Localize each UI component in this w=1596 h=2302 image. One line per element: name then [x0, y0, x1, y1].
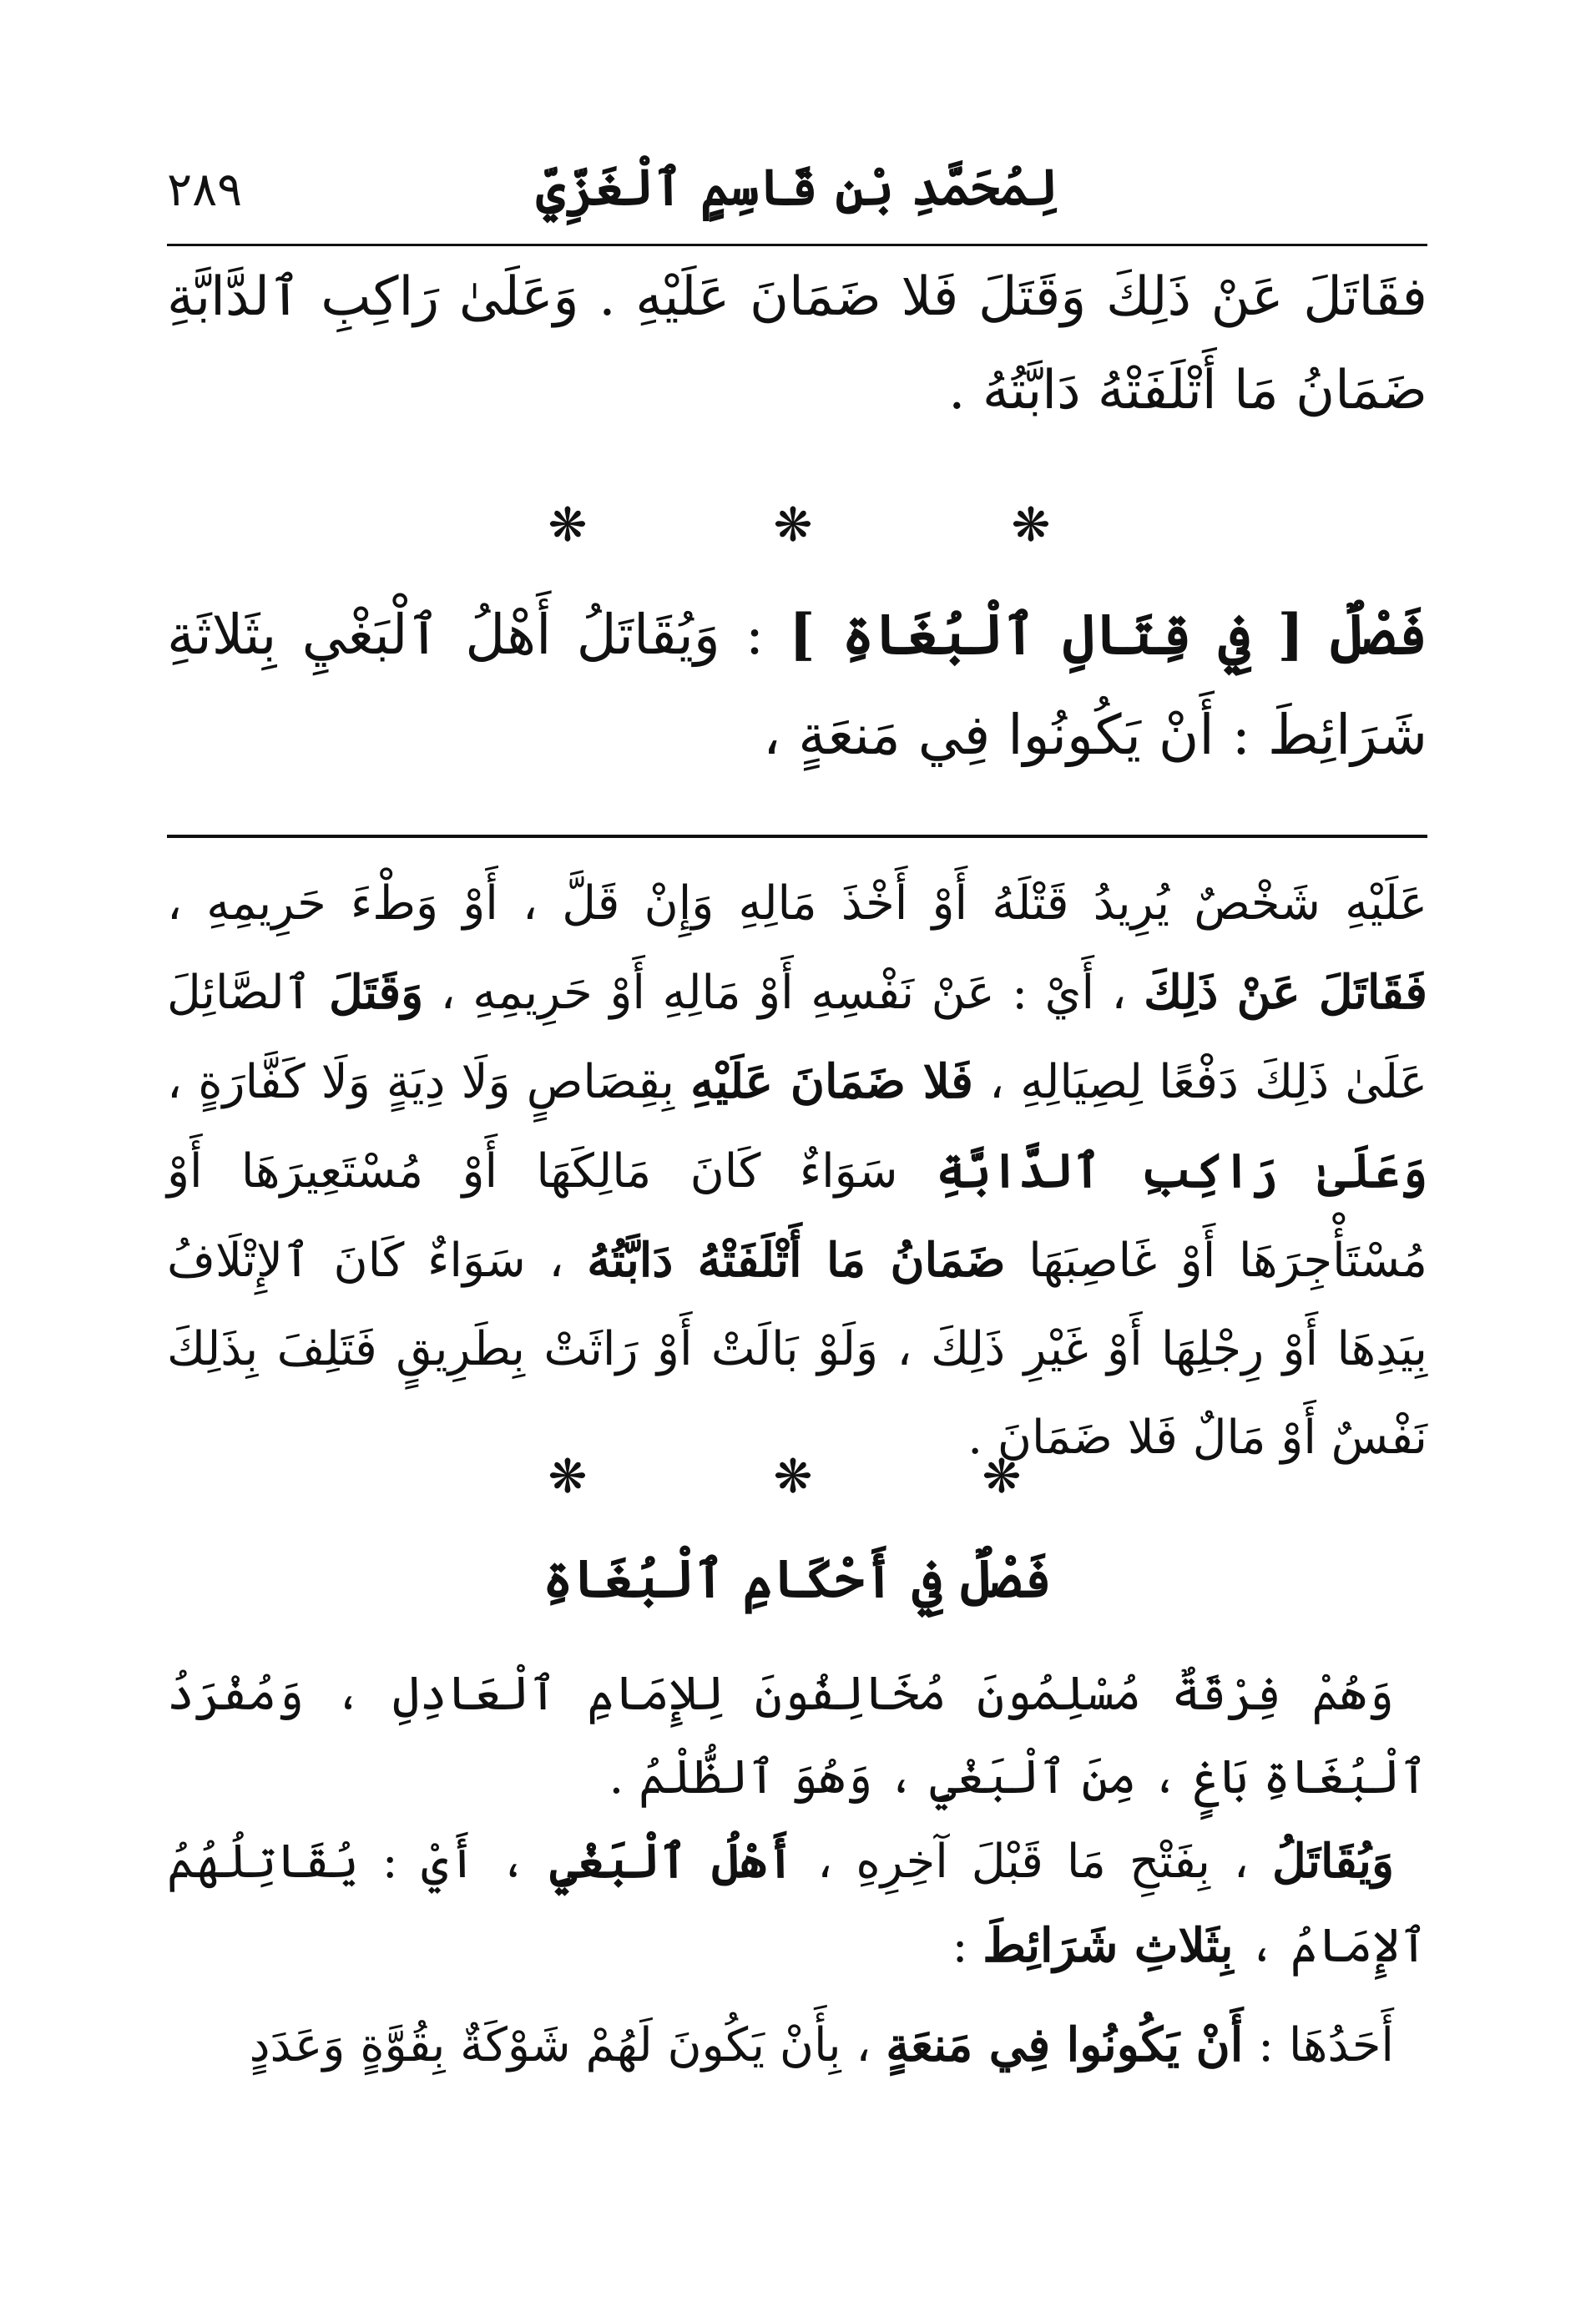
sharh-paragraph — [167, 860, 1427, 1482]
sharh-text: أَحَدُهَا : — [1243, 2018, 1394, 2072]
matn-section-body: : وَيُقَاتَلُ أَهْلُ ٱلْبَغْيِ بِثَلاثَةِ شَرَائِطَ : أَنْ يَكُونُوا فِي مَنعَةٍ ، — [167, 603, 1427, 767]
section-heading: فَصْلٌ فِي أَحْكَامِ ٱلْبُغَاةِ — [543, 1548, 1052, 1609]
matn-section-title: فَصْلٌ [ فِي قِتَالِ ٱلْبُغَاةِ ] — [789, 602, 1427, 667]
sharh-matn-quote: فَقَاتَلَ عَنْ ذَلِكَ — [1144, 965, 1428, 1020]
separator-star: ❋ — [773, 498, 813, 553]
separator-star: ❋ — [982, 1450, 1022, 1504]
sharh-matn-quote: بِثَلاثِ شَرَائِطَ — [982, 1918, 1234, 1973]
header-rule — [167, 244, 1427, 246]
sharh-text: سَوَاءٌ كَانَ مَالِكَهَا أَوْ مُسْتَعِيرَهَا أَوْ مُسْتَأْجِرَهَا أَوْ غَاصِبَهَا — [167, 1144, 1427, 1288]
sharh-text: ٱلصَّائِلَ عَلَىٰ ذَلِكَ دَفْعًا لِصِيَالِهِ ، — [167, 966, 1428, 1109]
sharh-text: : — [952, 1919, 983, 1973]
sharh-paragraph-2 — [167, 1820, 1427, 1988]
page-header — [167, 154, 1427, 238]
sharh-matn-quote: فَلا ضَمَانَ عَلَيْهِ — [690, 1054, 973, 1109]
page-number: ٢٨٩ — [167, 163, 243, 217]
section-separator — [0, 498, 1596, 553]
matn-paragraph-top: فقَاتَلَ عَنْ ذَلِكَ وَقَتَلَ فَلا ضَمَانَ عَلَيْهِ . وَعَلَىٰ رَاكِبِ ٱلدَّابَّةِ ضَمَانُ مَا أَتْلَفَتْهُ دَابَّتُهُ . — [167, 266, 1427, 422]
separator-star: ❋ — [548, 498, 588, 553]
separator-star: ❋ — [548, 1450, 588, 1504]
sharh-text: ، أَيْ : يُقَاتِلُهُمُ ٱلإِمَامُ ، — [167, 1835, 1427, 1973]
sharh-text: بِقِصَاصٍ وَلَا دِيَةٍ وَلَا كَفَّارَةٍ ، — [167, 1055, 691, 1109]
sharh-text: ، بِأَنْ يَكُونَ لَهُمْ شَوْكَةٌ بِقُوَّةٍ وَعَدَدٍ — [249, 2018, 886, 2072]
running-title: لِمُحَمَّدِ بْنِ قَاسِمٍ ٱلْغَزِّيِّ — [536, 159, 1058, 217]
sharh-matn-quote: وَيُقَاتَلُ — [1272, 1834, 1395, 1889]
sharh-matn-quote: أَنْ يَكُونُوا فِي مَنعَةٍ — [886, 2017, 1244, 2072]
section-separator — [0, 1452, 1596, 1502]
sharh-matn-quote: وَقَتَلَ — [329, 965, 424, 1020]
sharh-paragraph-3 — [167, 2003, 1427, 2087]
matn-sharh-divider — [167, 835, 1427, 838]
definition-paragraph: وَهُمْ فِرْقَةٌ مُسْلِمُونَ مُخَالِفُونَ لِلإِمَامِ ٱلْعَادِلِ ، وَمُفْرَدُ ٱلْبُغَاةِ بَاغٍ ، مِنَ ٱلْبَغْيِ ، وَهُوَ ٱلظُّلْمُ . — [167, 1667, 1427, 1805]
sharh-matn-quote: وَعَلَىٰ رَاكِبِ ٱلدَّابَّةِ — [936, 1143, 1427, 1199]
sharh-text: ، أَيْ : عَنْ نَفْسِهِ أَوْ مَالِهِ أَوْ حَرِيمِهِ ، — [423, 966, 1144, 1020]
sharh-text: ، سَوَاءٌ كَانَ ٱلإِتْلَافُ بِيَدِهَا أَوْ رِجْلِهَا أَوْ غَيْرِ ذَلِكَ ، وَلَوْ بَالَتْ أَوْ رَاثَتْ بِطَرِيقٍ فَتَلِفَ بِذَلِكَ نَفْسٌ أَوْ مَالٌ فَلا ضَمَانَ . — [167, 1234, 1427, 1465]
sharh-text: ، بِفَتْحِ مَا قَبْلَ آخِرِهِ ، — [794, 1835, 1272, 1889]
sharh-text: عَلَيْهِ شَخْصٌ يُرِيدُ قَتْلَهُ أَوْ أَخْذَ مَالِهِ وَإِنْ قَلَّ ، أَوْ وَطْءَ حَرِيمِهِ ، — [167, 876, 1427, 931]
matn-section-bughat — [167, 584, 1427, 785]
sharh-matn-quote: أَهْلُ ٱلْبَغْيِ — [550, 1834, 795, 1889]
sharh-matn-quote: ضَمَانُ مَا أَتْلَفَتْهُ دَابَّتُهُ — [587, 1233, 1006, 1288]
separator-star: ❋ — [1011, 498, 1051, 553]
separator-star: ❋ — [773, 1450, 813, 1504]
